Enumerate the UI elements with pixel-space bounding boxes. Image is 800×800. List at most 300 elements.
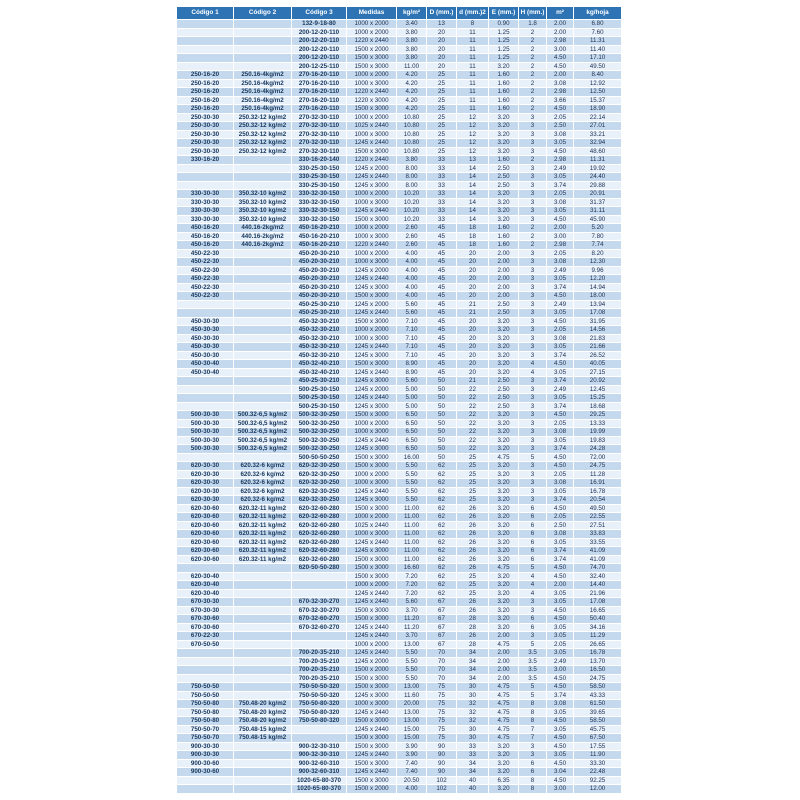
value-cell: 3 — [519, 283, 547, 292]
code-cell: 750-50-50 — [177, 691, 234, 700]
value-cell: 3 — [519, 751, 547, 760]
table-row — [177, 181, 622, 190]
value-cell: 3 — [519, 402, 547, 411]
value-cell: 20.91 — [574, 190, 622, 199]
code-cell — [177, 385, 234, 394]
value-cell: 62 — [427, 581, 457, 590]
value-cell: 2.00 — [547, 581, 574, 590]
value-cell: 3.20 — [489, 606, 519, 615]
value-cell: 2.00 — [489, 632, 519, 641]
value-cell: 34 — [457, 674, 489, 683]
value-cell: 4.00 — [397, 292, 427, 301]
value-cell: 3.20 — [489, 513, 519, 522]
table-row — [177, 368, 622, 377]
code-cell: 500-32-30-250 — [292, 419, 347, 428]
value-cell: 58.50 — [574, 717, 622, 726]
value-cell: 3.5 — [519, 649, 547, 658]
code-cell — [292, 640, 347, 649]
code-cell — [177, 674, 234, 683]
code-cell: 620-30-60 — [177, 547, 234, 556]
value-cell: 1000 x 2000 — [347, 224, 397, 233]
code-cell: 250.16-4kg/m2 — [234, 105, 292, 114]
value-cell: 1.60 — [489, 88, 519, 97]
code-cell: 450-22-30 — [177, 258, 234, 267]
value-cell: 3 — [519, 249, 547, 258]
value-cell: 3 — [519, 343, 547, 352]
value-cell: 3.20 — [489, 122, 519, 131]
value-cell: 33 — [427, 181, 457, 190]
value-cell: 10.80 — [397, 139, 427, 148]
table-row — [177, 759, 622, 768]
code-cell — [234, 402, 292, 411]
code-cell — [234, 360, 292, 369]
value-cell: 75 — [427, 700, 457, 709]
value-cell: 4.50 — [547, 62, 574, 71]
value-cell: 3.20 — [489, 326, 519, 335]
code-cell — [234, 589, 292, 598]
value-cell: 45 — [427, 326, 457, 335]
value-cell: 31.37 — [574, 198, 622, 207]
value-cell: 25 — [427, 130, 457, 139]
value-cell: 3 — [519, 207, 547, 216]
value-cell: 1245 x 3000 — [347, 283, 397, 292]
value-cell: 3.74 — [547, 445, 574, 454]
value-cell: 6 — [519, 615, 547, 624]
value-cell: 4.50 — [547, 683, 574, 692]
value-cell: 5.50 — [397, 462, 427, 471]
value-cell: 1.60 — [489, 105, 519, 114]
code-cell: 450-32-30-210 — [292, 343, 347, 352]
value-cell: 3.20 — [489, 615, 519, 624]
value-cell: 3.08 — [547, 79, 574, 88]
value-cell: 7.20 — [397, 581, 427, 590]
value-cell: 11.00 — [397, 538, 427, 547]
value-cell: 50 — [427, 411, 457, 420]
table-row — [177, 445, 622, 454]
value-cell: 0.90 — [489, 20, 519, 29]
value-cell: 2.50 — [547, 122, 574, 131]
code-cell: 620-30-60 — [177, 555, 234, 564]
value-cell: 26 — [457, 606, 489, 615]
value-cell: 3 — [519, 419, 547, 428]
value-cell: 3.20 — [489, 538, 519, 547]
value-cell: 6 — [519, 759, 547, 768]
value-cell: 1500 x 3000 — [347, 504, 397, 513]
code-cell — [177, 776, 234, 785]
value-cell: 10.80 — [397, 122, 427, 131]
value-cell: 11 — [457, 62, 489, 71]
code-cell: 500-32-30-250 — [292, 411, 347, 420]
value-cell: 3.20 — [489, 343, 519, 352]
value-cell: 1500 x 2000 — [347, 785, 397, 794]
code-cell: 620-30-60 — [177, 521, 234, 530]
code-cell — [177, 164, 234, 173]
value-cell: 11.31 — [574, 156, 622, 165]
code-cell: 750.48-20 kg/m2 — [234, 717, 292, 726]
value-cell: 7.40 — [397, 759, 427, 768]
value-cell: 6.50 — [397, 436, 427, 445]
value-cell: 20 — [457, 317, 489, 326]
value-cell: 1500 x 3000 — [347, 615, 397, 624]
value-cell: 3.5 — [519, 666, 547, 675]
code-cell: 250.32-12 kg/m2 — [234, 113, 292, 122]
code-cell — [292, 581, 347, 590]
value-cell: 3.80 — [397, 28, 427, 37]
value-cell: 3 — [519, 411, 547, 420]
value-cell: 15.00 — [397, 734, 427, 743]
code-cell — [234, 28, 292, 37]
code-cell: 750-50-80 — [177, 717, 234, 726]
value-cell: 3.66 — [547, 96, 574, 105]
value-cell: 2 — [519, 96, 547, 105]
value-cell: 1245 x 3000 — [347, 402, 397, 411]
table-row — [177, 666, 622, 675]
value-cell: 1000 x 3000 — [347, 198, 397, 207]
code-cell: 670-32-60-270 — [292, 615, 347, 624]
value-cell: 4.50 — [547, 606, 574, 615]
code-cell: 330-30-30 — [177, 190, 234, 199]
table-row — [177, 496, 622, 505]
value-cell: 20.92 — [574, 377, 622, 386]
code-cell: 500.32-6,5 kg/m2 — [234, 436, 292, 445]
table-row — [177, 20, 622, 29]
value-cell: 41.09 — [574, 555, 622, 564]
value-cell: 11.00 — [397, 513, 427, 522]
column-header: E (mm.) — [489, 7, 519, 20]
value-cell: 18.00 — [574, 292, 622, 301]
code-cell — [234, 283, 292, 292]
code-cell — [177, 37, 234, 46]
value-cell: 11 — [457, 96, 489, 105]
value-cell: 102 — [427, 776, 457, 785]
value-cell: 1500 x 3000 — [347, 564, 397, 573]
value-cell: 1.60 — [489, 156, 519, 165]
value-cell: 3.00 — [547, 45, 574, 54]
code-cell: 500-25-30-150 — [292, 394, 347, 403]
code-cell: 330-30-30 — [177, 215, 234, 224]
value-cell: 6 — [519, 768, 547, 777]
value-cell: 28 — [457, 640, 489, 649]
value-cell: 2.49 — [547, 164, 574, 173]
code-cell: 450-16-20 — [177, 232, 234, 241]
value-cell: 3.20 — [489, 598, 519, 607]
value-cell: 20 — [457, 351, 489, 360]
table-row — [177, 581, 622, 590]
value-cell: 1500 x 2000 — [347, 45, 397, 54]
value-cell: 1.25 — [489, 54, 519, 63]
value-cell: 75 — [427, 717, 457, 726]
code-cell: 620.32-6 kg/m2 — [234, 496, 292, 505]
value-cell: 20.00 — [397, 700, 427, 709]
value-cell: 4.50 — [547, 147, 574, 156]
value-cell: 33 — [427, 164, 457, 173]
code-cell — [234, 581, 292, 590]
value-cell: 22 — [457, 402, 489, 411]
value-cell: 2.60 — [397, 241, 427, 250]
value-cell: 22 — [457, 394, 489, 403]
value-cell: 62 — [427, 589, 457, 598]
code-cell — [177, 394, 234, 403]
value-cell: 11.20 — [397, 623, 427, 632]
value-cell: 90 — [427, 759, 457, 768]
value-cell: 75 — [427, 708, 457, 717]
table-row — [177, 385, 622, 394]
value-cell: 50 — [427, 445, 457, 454]
value-cell: 25 — [457, 581, 489, 590]
value-cell: 20 — [427, 54, 457, 63]
value-cell: 20 — [427, 37, 457, 46]
value-cell: 62 — [427, 555, 457, 564]
table-row — [177, 198, 622, 207]
value-cell: 1000 x 2000 — [347, 581, 397, 590]
code-cell — [234, 683, 292, 692]
code-cell — [234, 751, 292, 760]
code-cell: 270-16-20-110 — [292, 96, 347, 105]
code-cell: 620-30-30 — [177, 470, 234, 479]
code-cell — [234, 785, 292, 794]
value-cell: 5.50 — [397, 487, 427, 496]
value-cell: 1245 x 2440 — [347, 343, 397, 352]
value-cell: 2 — [519, 156, 547, 165]
value-cell: 62 — [427, 496, 457, 505]
code-cell: 620-32-60-280 — [292, 530, 347, 539]
value-cell: 62 — [427, 564, 457, 573]
code-cell: 620-32-30-250 — [292, 496, 347, 505]
code-cell: 620-32-60-280 — [292, 547, 347, 556]
value-cell: 3.05 — [547, 708, 574, 717]
code-cell — [234, 326, 292, 335]
value-cell: 20 — [457, 258, 489, 267]
value-cell: 2.05 — [547, 190, 574, 199]
code-cell: 270-32-30-110 — [292, 113, 347, 122]
code-cell: 620.32-11 kg/m2 — [234, 547, 292, 556]
table-row — [177, 649, 622, 658]
code-cell: 200-12-20-110 — [292, 45, 347, 54]
value-cell: 3.20 — [489, 547, 519, 556]
value-cell: 1245 x 2440 — [347, 275, 397, 284]
code-cell: 620.32-11 kg/m2 — [234, 513, 292, 522]
table-row — [177, 232, 622, 241]
value-cell: 3.74 — [547, 555, 574, 564]
value-cell: 1245 x 2440 — [347, 139, 397, 148]
code-cell — [177, 377, 234, 386]
value-cell: 8.00 — [397, 181, 427, 190]
value-cell: 22 — [457, 411, 489, 420]
value-cell: 1000 x 2000 — [347, 326, 397, 335]
value-cell: 13.00 — [397, 708, 427, 717]
value-cell: 20 — [427, 45, 457, 54]
table-row — [177, 79, 622, 88]
table-row — [177, 623, 622, 632]
table-row — [177, 360, 622, 369]
value-cell: 5.60 — [397, 598, 427, 607]
code-cell: 500-32-30-250 — [292, 445, 347, 454]
value-cell: 3.20 — [489, 470, 519, 479]
value-cell: 1245 x 3000 — [347, 547, 397, 556]
value-cell: 3.20 — [489, 351, 519, 360]
table-row — [177, 139, 622, 148]
value-cell: 2.00 — [489, 674, 519, 683]
code-cell — [177, 453, 234, 462]
code-cell: 450-32-40-210 — [292, 368, 347, 377]
value-cell: 25 — [457, 479, 489, 488]
code-cell: 450-32-30-210 — [292, 317, 347, 326]
code-cell: 750-50-50 — [177, 683, 234, 692]
code-cell: 750-50-50-320 — [292, 683, 347, 692]
code-cell — [234, 334, 292, 343]
value-cell: 1500 x 3000 — [347, 317, 397, 326]
code-cell: 620-32-30-250 — [292, 462, 347, 471]
value-cell: 3.74 — [547, 547, 574, 556]
value-cell: 24.75 — [574, 674, 622, 683]
value-cell: 3 — [519, 309, 547, 318]
value-cell: 3.20 — [489, 436, 519, 445]
value-cell: 1245 x 2440 — [347, 751, 397, 760]
value-cell: 3.05 — [547, 632, 574, 641]
value-cell: 34 — [457, 759, 489, 768]
value-cell: 67.50 — [574, 734, 622, 743]
table-row — [177, 640, 622, 649]
code-cell — [234, 657, 292, 666]
value-cell: 25 — [457, 496, 489, 505]
code-cell — [234, 164, 292, 173]
value-cell: 3 — [519, 632, 547, 641]
code-cell: 620-30-40 — [177, 572, 234, 581]
value-cell: 20 — [457, 266, 489, 275]
value-cell: 3.05 — [547, 436, 574, 445]
value-cell: 11 — [457, 88, 489, 97]
value-cell: 90 — [427, 742, 457, 751]
value-cell: 25 — [427, 147, 457, 156]
code-cell: 440.16-2kg/m2 — [234, 232, 292, 241]
code-cell: 620.32-11 kg/m2 — [234, 521, 292, 530]
value-cell: 4.00 — [397, 249, 427, 258]
code-cell: 670-32-30-270 — [292, 606, 347, 615]
table-row — [177, 96, 622, 105]
value-cell: 3.05 — [547, 368, 574, 377]
value-cell: 4.50 — [547, 453, 574, 462]
value-cell: 21.96 — [574, 589, 622, 598]
value-cell: 2.60 — [397, 232, 427, 241]
value-cell: 1245 x 2440 — [347, 368, 397, 377]
value-cell: 30 — [457, 734, 489, 743]
value-cell: 3.20 — [489, 504, 519, 513]
value-cell: 1245 x 2440 — [347, 649, 397, 658]
value-cell: 1025 x 2440 — [347, 122, 397, 131]
code-cell: 450-20-30-210 — [292, 249, 347, 258]
value-cell: 67 — [427, 640, 457, 649]
code-cell — [234, 768, 292, 777]
code-cell: 620.32-11 kg/m2 — [234, 530, 292, 539]
value-cell: 3.00 — [547, 666, 574, 675]
value-cell: 6 — [519, 504, 547, 513]
code-cell: 450-22-30 — [177, 292, 234, 301]
value-cell: 16.78 — [574, 487, 622, 496]
table-row — [177, 768, 622, 777]
code-cell — [292, 734, 347, 743]
value-cell: 14 — [457, 215, 489, 224]
value-cell: 17.08 — [574, 598, 622, 607]
value-cell: 50 — [427, 428, 457, 437]
value-cell: 6.50 — [397, 419, 427, 428]
value-cell: 3 — [519, 113, 547, 122]
table-header — [177, 7, 622, 20]
value-cell: 2.60 — [397, 224, 427, 233]
code-cell: 670-32-60-270 — [292, 623, 347, 632]
value-cell: 1245 x 2440 — [347, 589, 397, 598]
table-body — [177, 20, 622, 794]
code-cell: 700-20-35-210 — [292, 649, 347, 658]
value-cell: 16.00 — [397, 453, 427, 462]
value-cell: 75 — [427, 691, 457, 700]
value-cell: 12 — [457, 122, 489, 131]
value-cell: 5 — [519, 640, 547, 649]
code-cell: 450-32-30-210 — [292, 351, 347, 360]
value-cell: 62 — [427, 572, 457, 581]
code-cell: 450-30-40 — [177, 360, 234, 369]
value-cell: 102 — [427, 785, 457, 794]
code-cell: 250-30-30 — [177, 130, 234, 139]
column-header: m² — [547, 7, 574, 20]
value-cell: 11.40 — [574, 45, 622, 54]
code-cell: 620.32-6 kg/m2 — [234, 470, 292, 479]
value-cell: 6 — [519, 521, 547, 530]
table-row — [177, 470, 622, 479]
code-cell: 750-50-70 — [177, 734, 234, 743]
code-cell: 250-30-30 — [177, 147, 234, 156]
value-cell: 40 — [457, 776, 489, 785]
code-cell: 620-30-60 — [177, 530, 234, 539]
value-cell: 2.50 — [489, 309, 519, 318]
code-cell: 450-16-20-210 — [292, 232, 347, 241]
code-cell: 620-30-30 — [177, 487, 234, 496]
code-cell: 330-32-30-150 — [292, 198, 347, 207]
table-row — [177, 394, 622, 403]
value-cell: 3.74 — [547, 691, 574, 700]
code-cell: 450-20-30-210 — [292, 292, 347, 301]
value-cell: 3.20 — [489, 479, 519, 488]
table-row — [177, 377, 622, 386]
value-cell: 7.10 — [397, 334, 427, 343]
value-cell: 1000 x 2000 — [347, 640, 397, 649]
value-cell: 2.98 — [547, 156, 574, 165]
value-cell: 4.00 — [397, 283, 427, 292]
value-cell: 5.00 — [397, 402, 427, 411]
value-cell: 3 — [519, 742, 547, 751]
column-header: D (mm.) — [427, 7, 457, 20]
table-row — [177, 164, 622, 173]
value-cell: 32 — [457, 700, 489, 709]
value-cell: 1500 x 3000 — [347, 683, 397, 692]
value-cell: 3.05 — [547, 538, 574, 547]
value-cell: 3.05 — [547, 275, 574, 284]
table-row — [177, 258, 622, 267]
code-cell: 900-30-60 — [177, 768, 234, 777]
code-cell: 450-32-30-210 — [292, 334, 347, 343]
value-cell: 24.75 — [574, 462, 622, 471]
value-cell: 12 — [457, 139, 489, 148]
column-header: kg/hoja — [574, 7, 622, 20]
value-cell: 3 — [519, 487, 547, 496]
value-cell: 11.00 — [397, 555, 427, 564]
code-cell: 500-30-30 — [177, 419, 234, 428]
value-cell: 4.20 — [397, 71, 427, 80]
value-cell: 70 — [427, 657, 457, 666]
value-cell: 3.08 — [547, 479, 574, 488]
code-cell — [292, 589, 347, 598]
value-cell: 45 — [427, 360, 457, 369]
value-cell: 2.98 — [547, 241, 574, 250]
